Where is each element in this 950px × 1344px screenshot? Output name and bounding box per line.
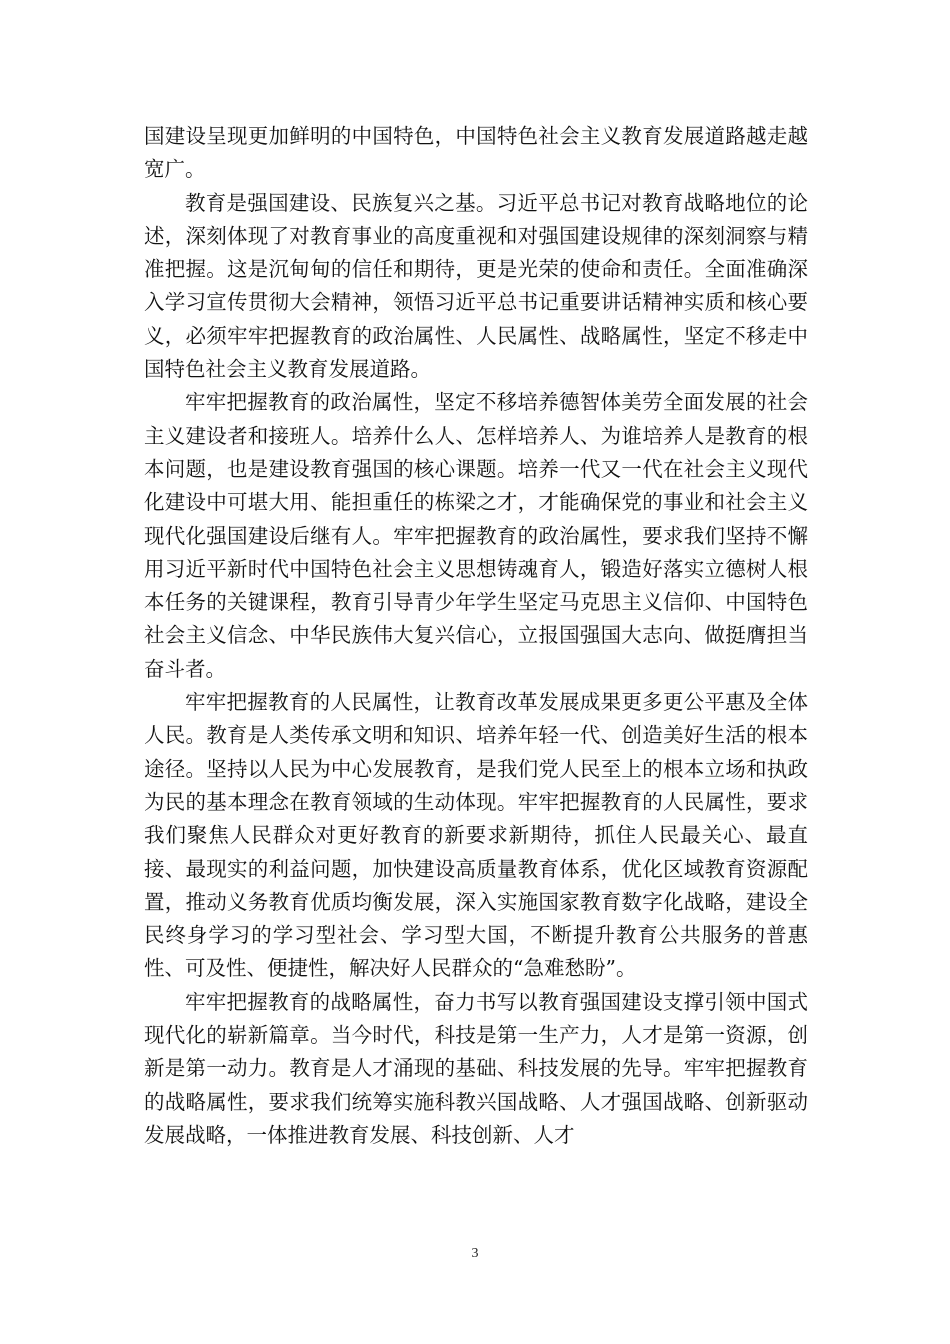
paragraph-1: 国建设呈现更加鲜明的中国特色，中国特色社会主义教育发展道路越走越宽广。 (144, 124, 808, 182)
paragraph-4: 牢牢把握教育的人民属性，让教育改革发展成果更多更公平惠及全体人民。教育是人类传承文明和知识、培养年轻一代、创造美好生活的根本途径。坚持以人民为中心发展教育，是我们党人民至上的根本立场和执政为民的基本理念在教育领域的生动体现。牢牢把握教育的人民属性，要求我们聚焦人民群众对更好教育的新要求新期待，抓住人民最关心、最直接、最现实的利益问题，加快建设高质量教育体系，优化区域教育资源配置，推动义务教育优质均衡发展，深入实施国家教育数字化战略，建设全民终身学习的学习型社会、学习型大国，不断提升教育公共服务的普惠性、可及性、便捷性，解决好人民群众的“急难愁盼”。 (144, 690, 808, 981)
document-body (144, 120, 808, 1152)
paragraph-3: 牢牢把握教育的政治属性，坚定不移培养德智体美劳全面发展的社会主义建设者和接班人。培养什么人、怎样培养人、为谁培养人是教育的根本问题，也是建设教育强国的核心课题。培养一代又一代在社会主义现代化建设中可堪大用、能担重任的栋梁之才，才能确保党的事业和社会主义现代化强国建设后继有人。牢牢把握教育的政治属性，要求我们坚持不懈用习近平新时代中国特色社会主义思想铸魂育人，锻造好落实立德树人根本任务的关键课程，教育引导青少年学生坚定马克思主义信仰、中国特色社会主义信念、中华民族伟大复兴信心，立报国强国大志向、做挺膺担当奋斗者。 (144, 390, 808, 681)
paragraph-2: 教育是强国建设、民族复兴之基。习近平总书记对教育战略地位的论述，深刻体现了对教育事业的高度重视和对强国建设规律的深刻洞察与精准把握。这是沉甸甸的信任和期待，更是光荣的使命和责任。全面准确深入学习宣传贯彻大会精神，领悟习近平总书记重要讲话精神实质和核心要义，必须牢牢把握教育的政治属性、人民属性、战略属性，坚定不移走中国特色社会主义教育发展道路。 (144, 190, 808, 382)
page-number: 3 (471, 1246, 479, 1261)
paragraph-5: 牢牢把握教育的战略属性，奋力书写以教育强国建设支撑引领中国式现代化的崭新篇章。当今时代，科技是第一生产力，人才是第一资源，创新是第一动力。教育是人才涌现的基础、科技发展的先导。牢牢把握教育的战略属性，要求我们统筹实施科教兴国战略、人才强国战略、创新驱动发展战略，一体推进教育发展、科技创新、人才 (144, 989, 808, 1147)
